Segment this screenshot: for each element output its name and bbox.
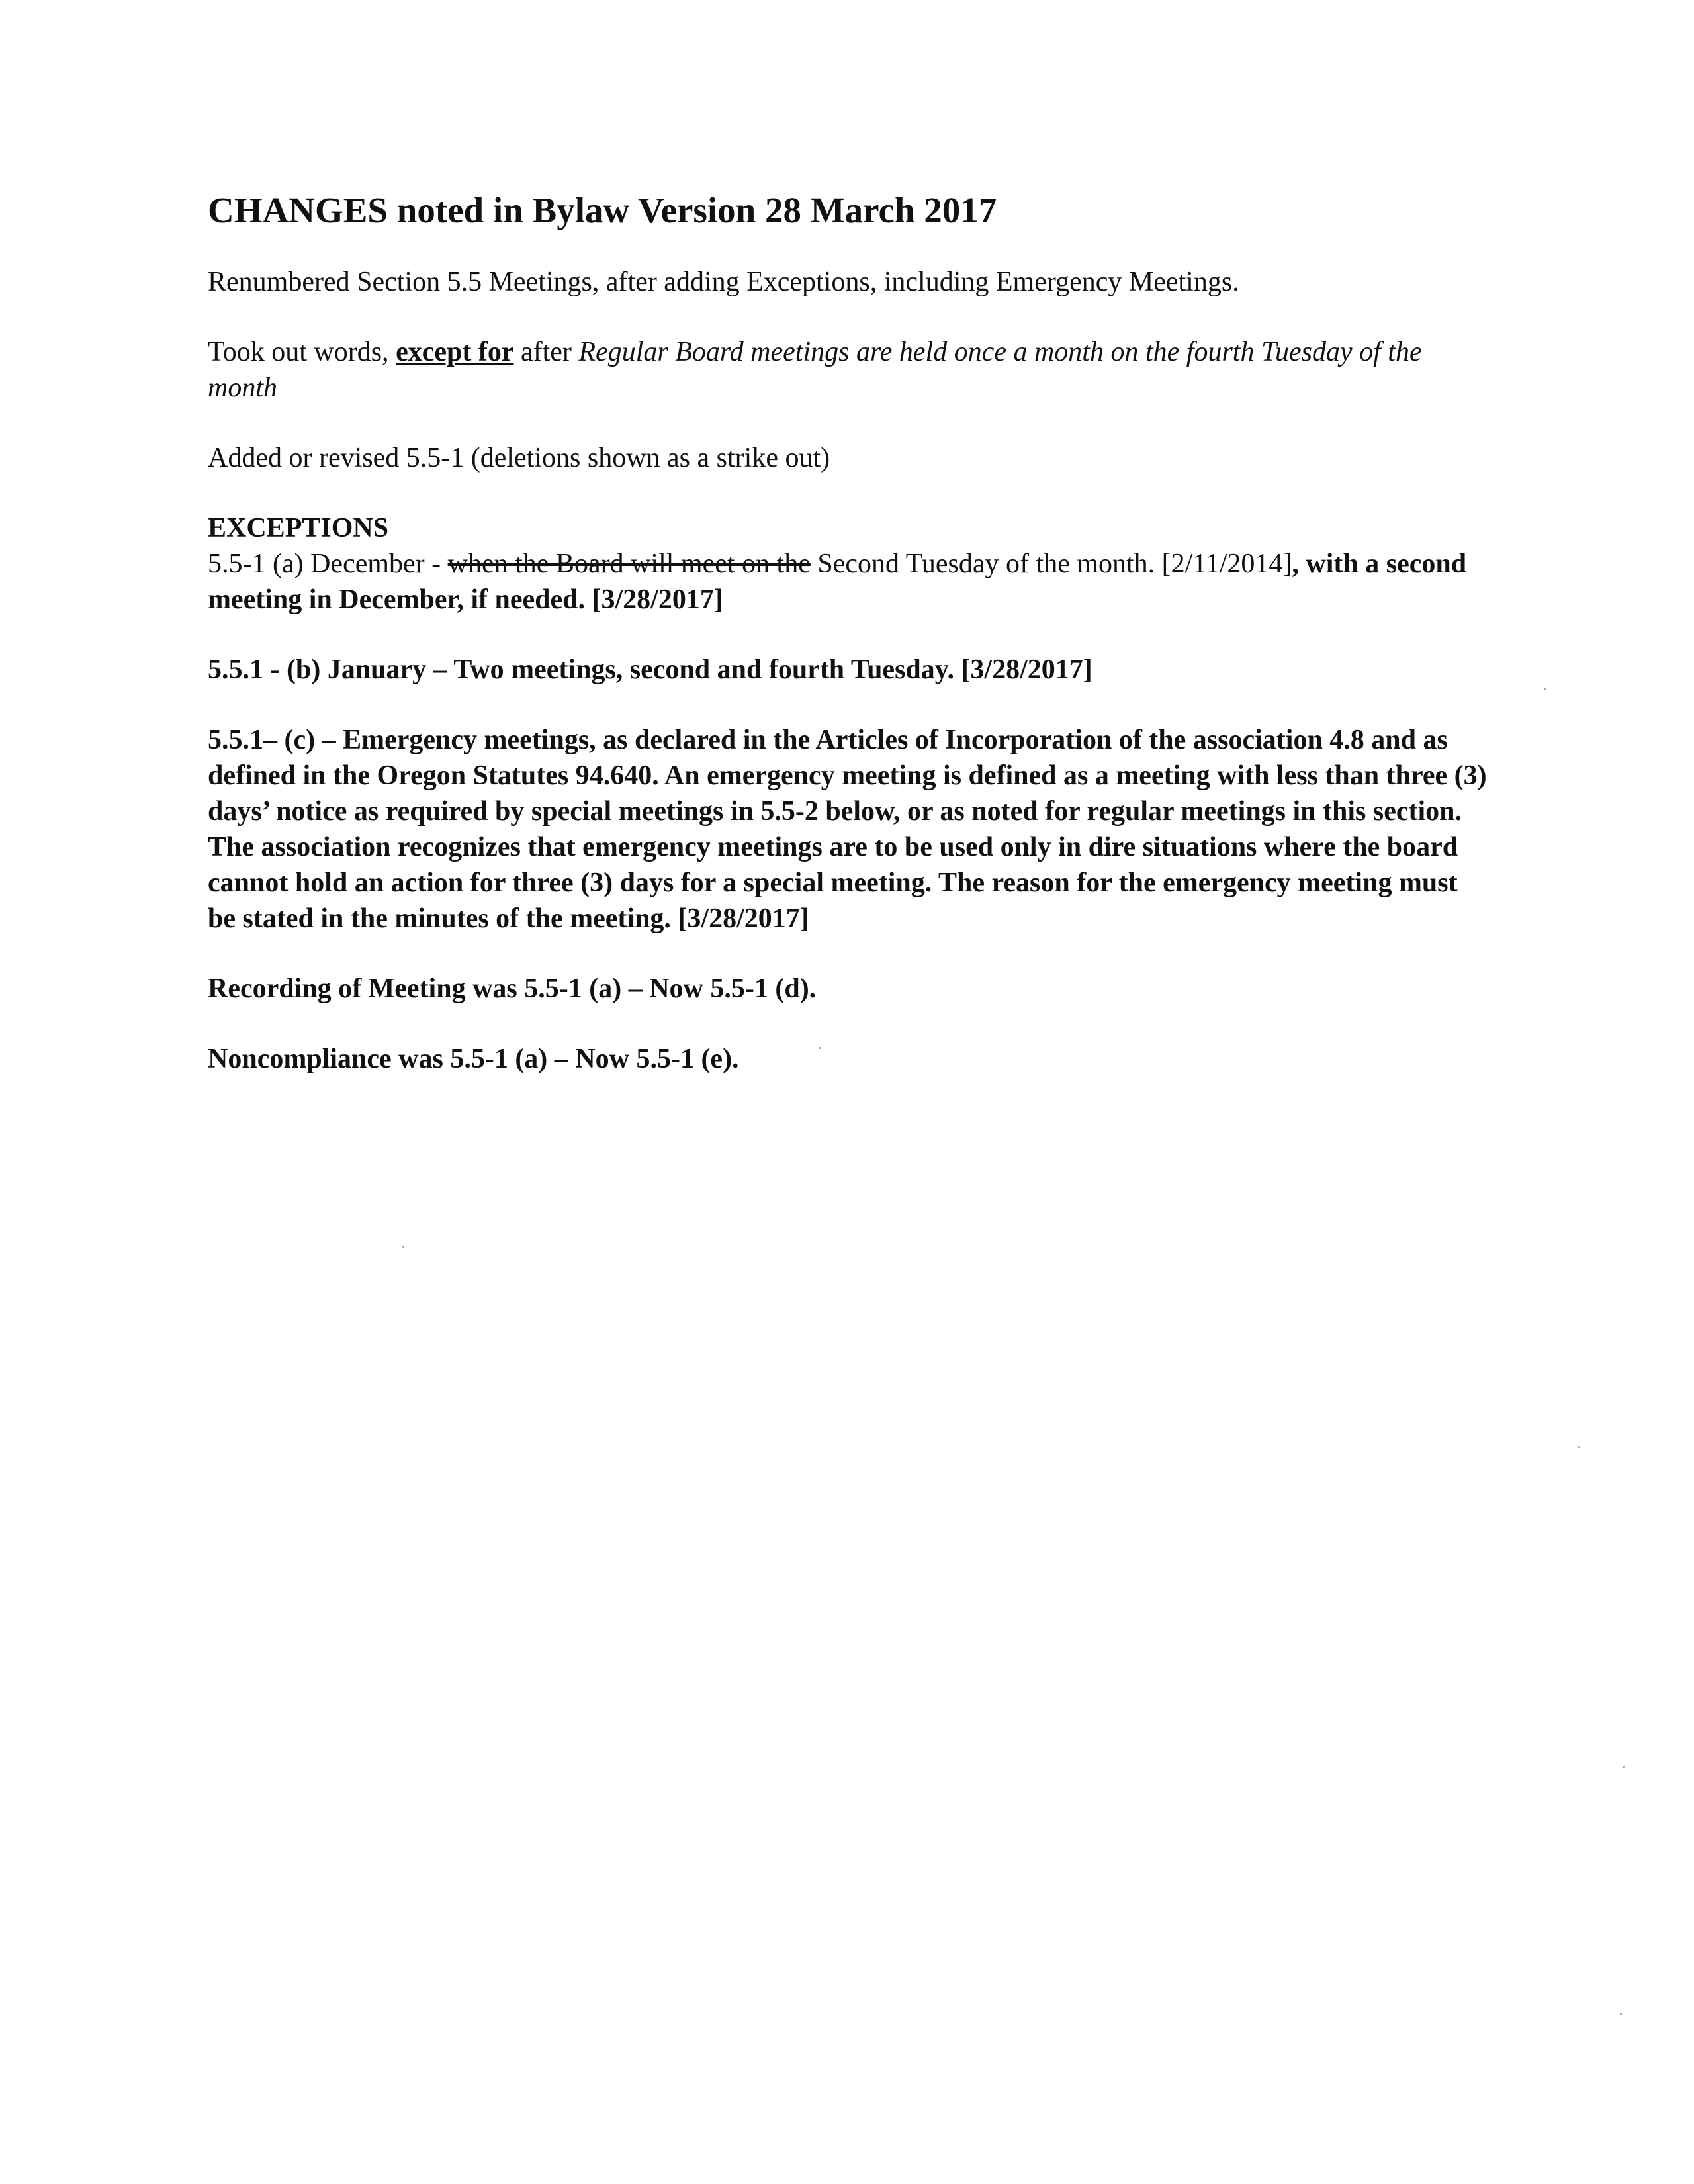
quoted-bylaw-text: Regular Board meetings are held once a month on the fourth Tuesday of the month xyxy=(208,337,1422,403)
recording-change: Recording of Meeting was 5.5-1 (a) – Now 5.5-1 (d). xyxy=(208,974,817,1004)
scan-speck xyxy=(402,1246,404,1248)
scan-speck xyxy=(1578,1446,1580,1448)
exceptions-heading: EXCEPTIONS xyxy=(208,513,389,543)
exception-item-c: 5.5.1– (c) – Emergency meetings, as declared in the Articles of Incorporation of the association 4.8 and as defined in the Oregon Statutes 94.640. An emergency meeting is defined as a meeting with less than three (3) days’ notice as required by special meetings in 5.5-2 below, or as noted for regular meetings in this section. The association recognizes that emergency meetings are to be used only in dire situations where the board cannot hold an action for three (3) days for a special meeting. The reason for the emergency meeting must be stated in the minutes of the meeting. [3/28/2017] xyxy=(208,725,1487,934)
scan-speck xyxy=(819,1047,821,1049)
document-title: CHANGES noted in Bylaw Version 28 March 2017 xyxy=(208,190,997,230)
paragraph-renumbered: Renumbered Section 5.5 Meetings, after adding Exceptions, including Emergency Meetings. xyxy=(208,267,1239,297)
took-out-lead: Took out words, xyxy=(208,337,396,367)
scan-speck xyxy=(1544,688,1546,690)
item-a-text: Second Tuesday of the month. [2/11/2014] xyxy=(810,549,1292,579)
removed-phrase: except for xyxy=(396,337,514,367)
item-a-struck-text: when the Board will meet on the xyxy=(447,549,811,579)
paragraph-added-revised: Added or revised 5.5-1 (deletions shown as a strike out) xyxy=(208,443,830,473)
paragraph-took-out-words xyxy=(208,334,1492,406)
document-body xyxy=(208,189,1492,1111)
scan-speck xyxy=(1623,1766,1625,1768)
noncompliance-change: Noncompliance was 5.5-1 (a) – Now 5.5-1 (e). xyxy=(208,1044,739,1074)
took-out-middle: after xyxy=(513,337,579,367)
scan-speck xyxy=(1620,2013,1622,2015)
exception-item-b: 5.5.1 - (b) January – Two meetings, second and fourth Tuesday. [3/28/2017] xyxy=(208,655,1092,685)
item-a-bold-tail: , with a second meeting in December, if needed. [3/28/2017] xyxy=(208,549,1467,615)
item-a-prefix: 5.5-1 (a) December - xyxy=(208,549,448,579)
exception-item-a xyxy=(208,546,1492,617)
